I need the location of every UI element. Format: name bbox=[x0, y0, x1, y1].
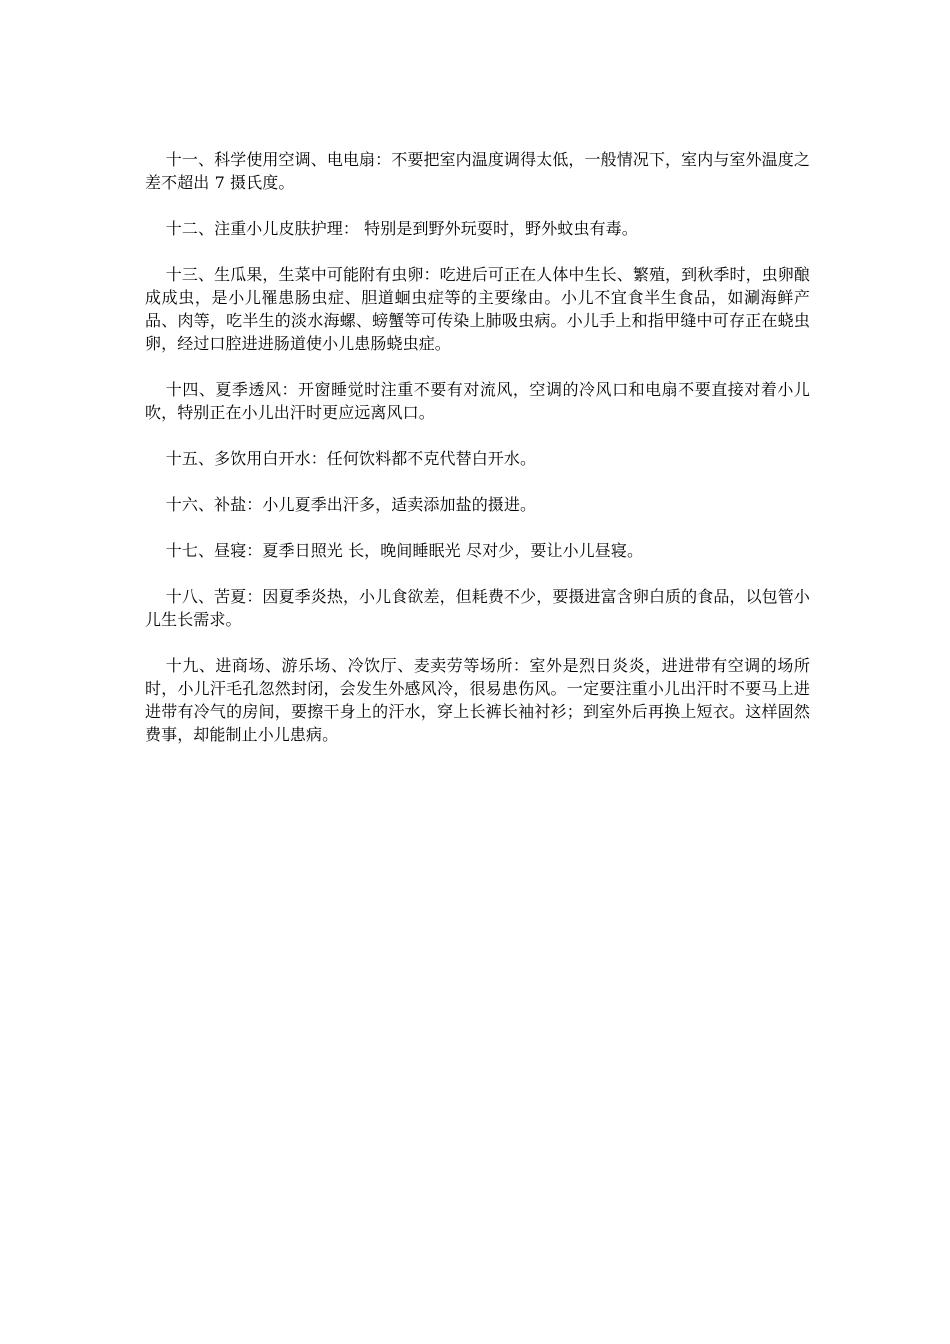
paragraph-14: 十四、夏季透风：开窗睡觉时注重不要有对流风，空调的冷风口和电扇不要直接对着小儿吹，特别正在小儿出汗时更应远离风口。 bbox=[145, 380, 810, 422]
paragraph-12: 十二、注重小儿皮肤护理： 特别是到野外玩耍时，野外蚊虫有毒。 bbox=[165, 219, 638, 238]
document-body bbox=[145, 148, 810, 746]
paragraph-11: 十一、科学使用空调、电电扇：不要把室内温度调得太低，一般情况下，室内与室外温度之差不超出 7 摄氏度。 bbox=[145, 150, 810, 192]
paragraph-17: 十七、昼寝：夏季日照光 长，晚间睡眠光 尽对少，要让小儿昼寝。 bbox=[165, 541, 644, 560]
paragraph-13: 十三、生瓜果，生菜中可能附有虫卵：吃进后可正在人体中生长、繁殖，到秋季时，虫卵酿成成虫，是小儿罹患肠虫症、胆道蛔虫症等的主要缘由。小儿不宜食半生食品，如涮海鲜产品、肉等，吃半生的淡水海螺、螃蟹等可传染上肺吸虫病。小儿手上和指甲缝中可存正在蛲虫卵，经过口腔进进肠道使小儿患肠蛲虫症。 bbox=[145, 265, 810, 353]
paragraph-18: 十八、苦夏：因夏季炎热，小儿食欲差，但耗费不少，要摄进富含卵白质的食品，以包管小儿生长需求。 bbox=[145, 587, 810, 629]
paragraph-15: 十五、多饮用白开水：任何饮料都不克代替白开水。 bbox=[165, 449, 537, 468]
paragraph-16: 十六、补盐：小儿夏季出汗多，适卖添加盐的摄进。 bbox=[165, 495, 537, 514]
paragraph-19: 十九、进商场、游乐场、冷饮厅、麦卖劳等场所：室外是烈日炎炎，进进带有空调的场所时，小儿汗毛孔忽然封闭，会发生外感风冷，很易患伤风。一定要注重小儿出汗时不要马上进进带有冷气的房间，要擦干身上的汗水，穿上长裤长袖衬衫；到室外后再换上短衣。这样固然费事，却能制止小儿患病。 bbox=[145, 656, 810, 744]
